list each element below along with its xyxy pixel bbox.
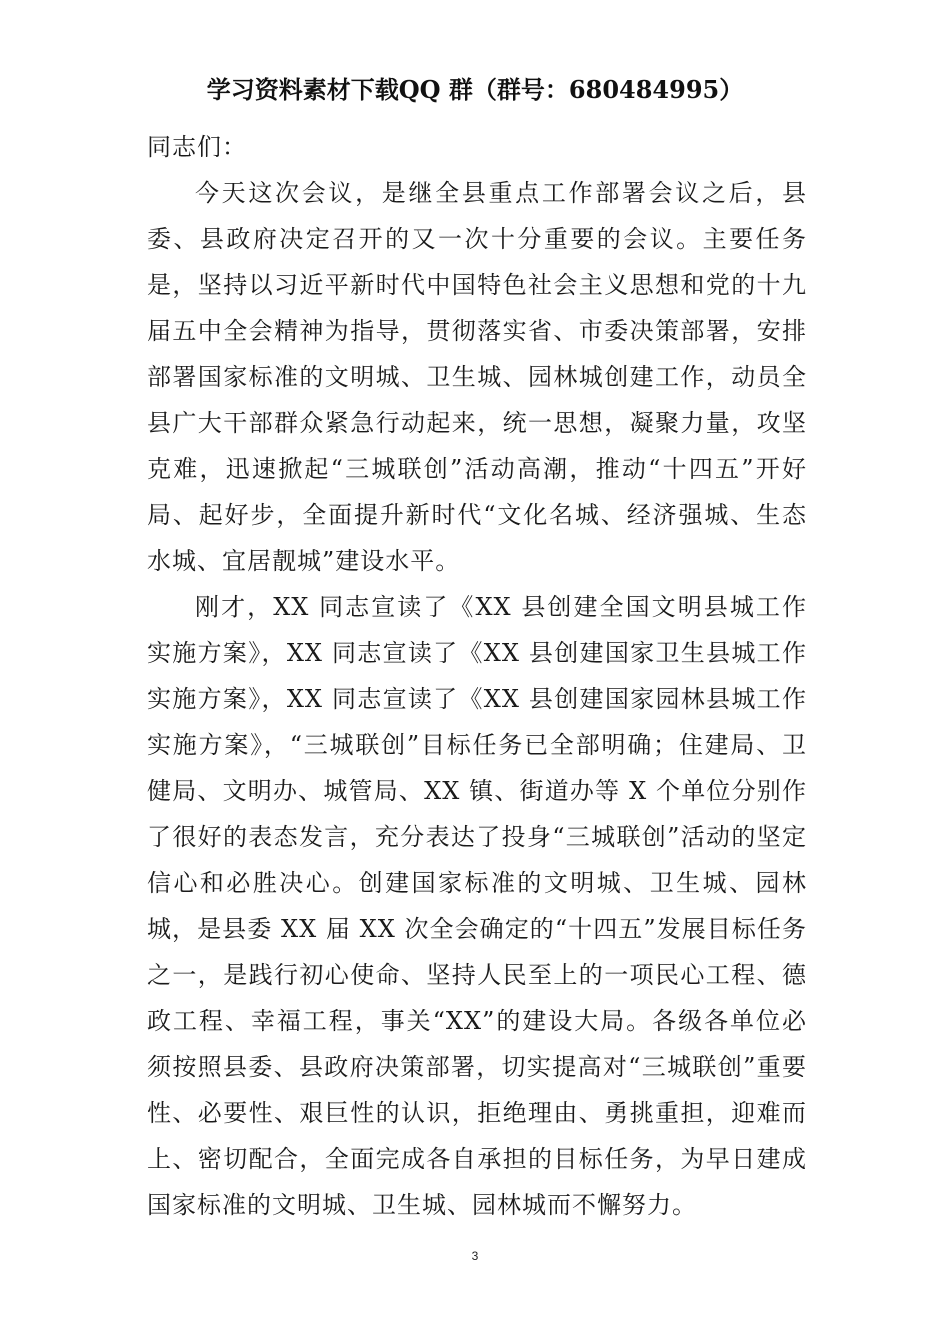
paragraph-2: 刚才，XX 同志宣读了《XX 县创建全国文明县城工作实施方案》，XX 同志宣读了《XX 县创建国家卫生县城工作实施方案》，XX 同志宣读了《XX 县创建国家园林县城工作实施方案》，“三城联创”目标任务已全部明确；住建局、卫健局、文明办、城管局、XX 镇、街道办等 X 个单位分别作了很好的表态发言，充分表达了投身“三城联创”活动的坚定信心和必胜决心。创建国家标准的文明城、卫生城、园林城，是县委 XX 届 XX 次全会确定的“十四五”发展目标任务之一，是践行初心使命、坚持人民至上的一项民心工程、德政工程、幸福工程，事关“XX”的建设大局。各级各单位必须按照县委、县政府决策部署，切实提高对“三城联创”重要性、必要性、艰巨性的认识，拒绝理由、勇挑重担，迎难而上、密切配合，全面完成各自承担的目标任务，为早日建成国家标准的文明城、卫生城、园林城而不懈努力。 [147, 593, 807, 1219]
document-body [147, 124, 807, 1228]
page-number: 3 [471, 1249, 479, 1263]
paragraph-1: 今天这次会议，是继全县重点工作部署会议之后，县委、县政府决定召开的又一次十分重要的会议。主要任务是，坚持以习近平新时代中国特色社会主义思想和党的十九届五中全会精神为指导，贯彻落实省、市委决策部署，安排部署国家标准的文明城、卫生城、园林城创建工作，动员全县广大干部群众紧急行动起来，统一思想，凝聚力量，攻坚克难，迅速掀起“三城联创”活动高潮，推动“十四五”开好局、起好步，全面提升新时代“文化名城、经济强城、生态水城、宜居靓城”建设水平。 [147, 179, 807, 575]
page-header: 学习资料素材下载QQ 群（群号：680484995） [206, 75, 744, 104]
greeting: 同志们： [147, 133, 247, 161]
